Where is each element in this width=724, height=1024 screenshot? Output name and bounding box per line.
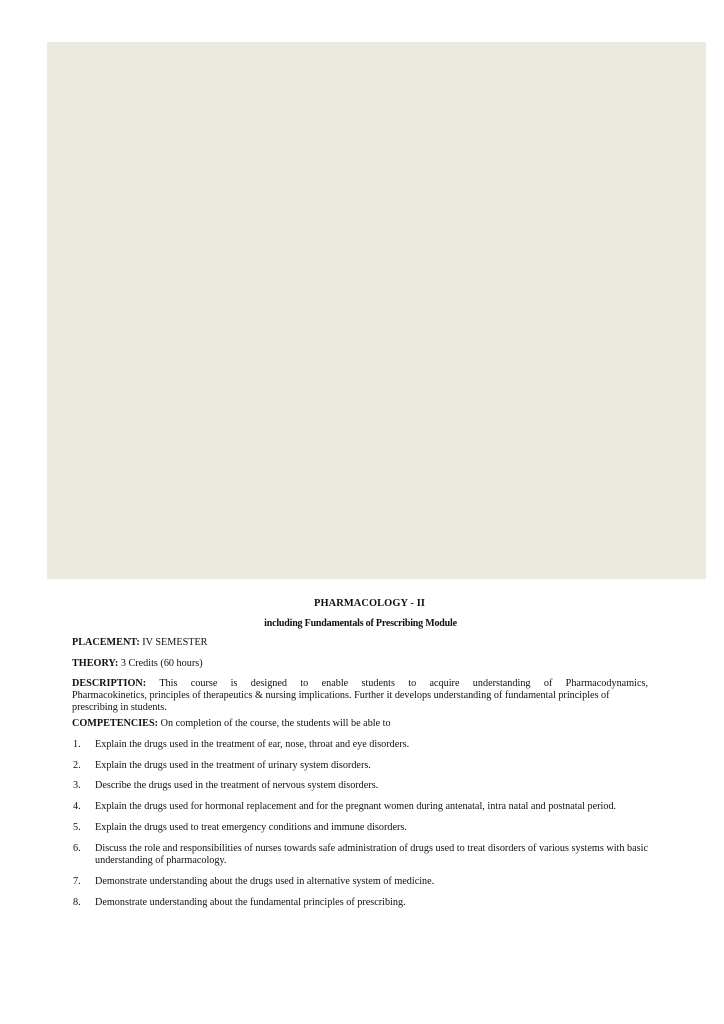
list-item-number: 8.: [73, 897, 81, 909]
description-label: DESCRIPTION:: [72, 677, 147, 689]
competencies-label: COMPETENCIES:: [72, 718, 159, 730]
list-item-text: Explain the drugs used in the treatment of ear, nose, throat and eye disorders.: [95, 738, 410, 750]
image-placeholder: [47, 42, 706, 579]
list-item-text: Explain the drugs used to treat emergency conditions and immune disorders.: [95, 822, 407, 834]
list-item-number: 1.: [73, 738, 81, 750]
theory-row: [72, 658, 648, 670]
list-item: [73, 897, 648, 909]
list-item-text: Explain the drugs used in the treatment of urinary system disorders.: [95, 759, 371, 771]
list-item-text: Discuss the role and responsibilities of nurses towards safe administration of drugs used to treat disorders of various systems with basic understanding of pharmacology.: [95, 843, 648, 867]
list-item: [73, 780, 648, 792]
document-title: PHARMACOLOGY - II: [314, 598, 425, 609]
competencies-row: [72, 718, 648, 730]
document-subtitle: including Fundamentals of Prescribing Module: [264, 618, 457, 630]
placement-value: IV SEMESTER: [142, 637, 208, 649]
list-item-number: 7.: [73, 876, 81, 888]
list-item-text: Demonstrate understanding about the drugs used in alternative system of medicine.: [95, 876, 435, 888]
list-item-text: Explain the drugs used for hormonal replacement and for the pregnant women during antenatal, intra natal and postnatal period.: [95, 801, 617, 813]
theory-value: 3 Credits (60 hours): [120, 657, 203, 669]
placement-row: [72, 637, 648, 649]
description-text-2: Pharmacokinetics, principles of therapeutics & nursing implications. Further it develops understanding of fundamental principles of prescribing in students.: [72, 690, 610, 714]
list-item-text: Demonstrate understanding about the fundamental principles of prescribing.: [95, 897, 406, 909]
list-item-number: 4.: [73, 801, 81, 813]
description-paragraph: [72, 678, 648, 715]
list-item-number: 3.: [73, 780, 81, 792]
description-line1: [72, 678, 648, 690]
placement-label: PLACEMENT:: [72, 637, 140, 649]
list-item: [73, 822, 648, 834]
theory-label: THEORY:: [72, 657, 119, 669]
list-item: [73, 739, 648, 751]
description-text-1: This course is designed to enable students to acquire understanding of Pharmacodynamics,: [159, 677, 648, 689]
list-item-text: Describe the drugs used in the treatment of nervous system disorders.: [95, 780, 379, 792]
list-item-number: 6.: [73, 843, 81, 855]
list-item: [73, 843, 648, 867]
list-item-number: 2.: [73, 759, 81, 771]
list-item-number: 5.: [73, 822, 81, 834]
list-item: [73, 760, 648, 772]
competencies-list: [73, 739, 648, 910]
document-body: [73, 598, 648, 918]
list-item: [73, 876, 648, 888]
list-item: [73, 801, 648, 813]
competencies-intro: On completion of the course, the students will be able to: [160, 718, 391, 730]
